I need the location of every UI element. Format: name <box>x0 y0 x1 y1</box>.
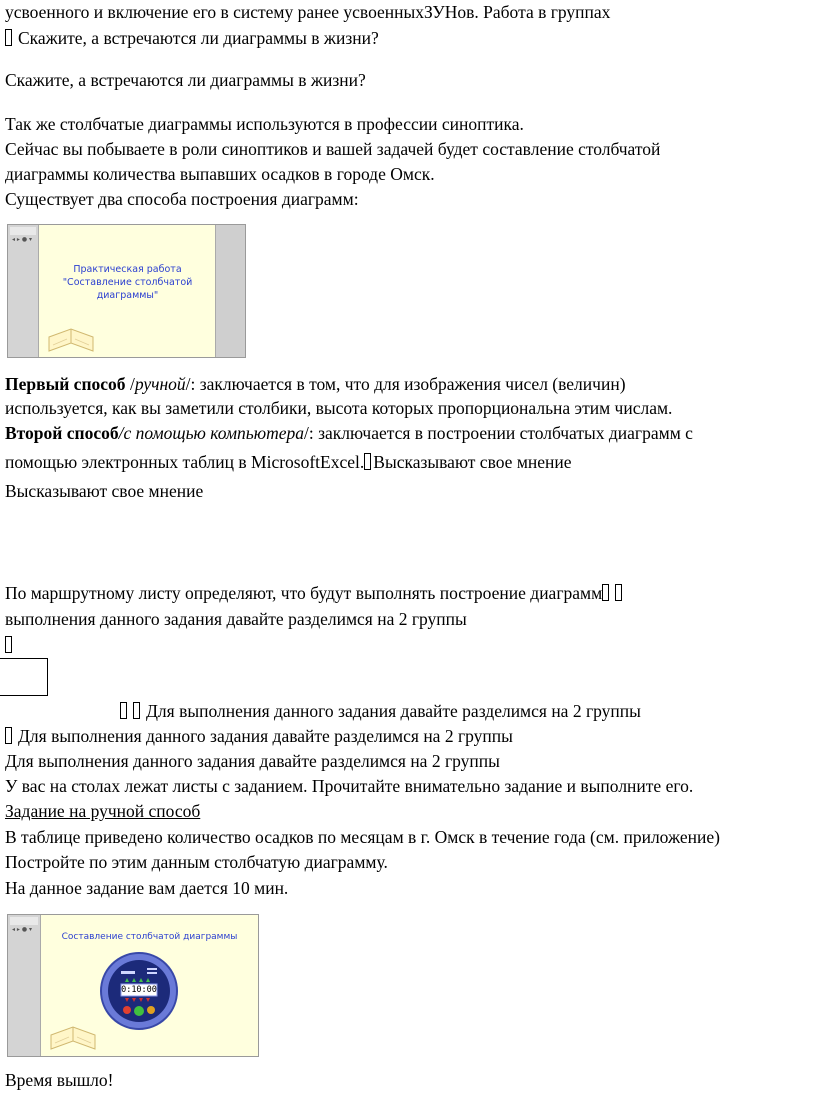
line-text: В таблице приведено количество осадков по месяцам в г. Омск в течение года (см. приложение) <box>5 827 720 847</box>
line-text: У вас на столах лежат листы с заданием. Прочитайте внимательно задание и выполните его. <box>5 776 694 796</box>
slide-thumbnail-timer <box>7 914 259 1057</box>
text-line <box>5 421 693 445</box>
line-text: Время вышло! <box>5 1070 114 1090</box>
text-line <box>5 1068 114 1092</box>
line-text: используется, как вы заметили столбики, высота которых пропорциональна этим числам. <box>5 398 673 418</box>
text-line <box>5 0 610 24</box>
line-text: /: заключается в том, что для изображения чисел (величин) <box>185 374 626 394</box>
text-line <box>5 825 720 849</box>
slide-sidebar <box>8 915 41 1056</box>
toolbar-icons: ◂ ▸ ● ▾ <box>12 236 32 243</box>
missing-glyph-icon <box>615 584 622 601</box>
italic-term: ручной <box>134 374 186 394</box>
line-text: Высказывают свое мнение <box>5 481 204 501</box>
text-line <box>5 581 628 605</box>
text-line <box>5 749 500 773</box>
text-line <box>5 450 572 474</box>
slide-title-line: Практическая работа <box>73 264 182 275</box>
slide-area <box>39 225 216 357</box>
bold-term: Второй способ <box>5 423 119 443</box>
task-heading <box>5 799 200 823</box>
line-text: Так же столбчатые диаграммы используются в профессии синоптика. <box>5 114 524 134</box>
italic-term: /с помощью компьютера <box>118 423 304 443</box>
missing-glyph-icon <box>5 29 12 46</box>
slide-area <box>41 915 258 1056</box>
line-text: диаграммы количества выпавших осадков в городе Омск. <box>5 164 435 184</box>
window-title-bar <box>10 917 38 925</box>
timer-readout: 0:10:00 <box>121 985 157 995</box>
missing-glyph-icon <box>120 702 127 719</box>
line-text: Задание на ручной способ <box>5 801 201 821</box>
line-text: На данное задание вам дается 10 мин. <box>5 878 289 898</box>
slide-title <box>39 263 216 302</box>
bold-term: Первый способ <box>5 374 126 394</box>
missing-glyph-icon <box>5 727 12 744</box>
text-line <box>5 479 203 503</box>
slide-title-line: диаграммы" <box>96 290 159 301</box>
line-text: Сейчас вы побываете в роли синоптиков и вашей задачей будет составление столбчатой <box>5 139 661 159</box>
missing-glyph-icon <box>602 584 609 601</box>
line-text: /: заключается в построении столбчатых диаграмм с <box>303 423 693 443</box>
text-line <box>5 112 524 136</box>
text-line <box>5 607 467 631</box>
text-line <box>5 724 513 748</box>
slide-title: Составление столбчатой диаграммы <box>61 932 238 942</box>
text-line <box>5 162 435 186</box>
text-line <box>5 396 672 420</box>
line-text: Высказывают свое мнение <box>373 452 572 472</box>
window-title-bar <box>10 227 36 235</box>
line-text: Для выполнения данного задания давайте разделимся на 2 группы <box>18 726 513 746</box>
text-line <box>5 633 18 657</box>
open-book-icon <box>45 319 97 355</box>
empty-frame <box>0 658 48 696</box>
line-text: Для выполнения данного задания давайте разделимся на 2 группы <box>146 701 641 721</box>
line-text: Постройте по этим данным столбчатую диаграмму. <box>5 852 388 872</box>
open-book-icon <box>47 1017 99 1053</box>
line-text: усвоенного и включение его в систему ранее усвоенныхЗУНов. Работа в группах <box>5 2 611 22</box>
text-line <box>5 137 660 161</box>
slide-title-line: "Составление столбчатой <box>62 277 193 288</box>
slide-right-panel <box>215 225 245 357</box>
text-line <box>5 187 359 211</box>
slide-sidebar <box>8 225 39 357</box>
line-text: Скажите, а встречаются ли диаграммы в жизни? <box>18 28 379 48</box>
line-text: выполнения данного задания давайте разделимся на 2 группы <box>5 609 467 629</box>
missing-glyph-icon <box>5 636 12 653</box>
text-line <box>5 26 379 50</box>
missing-glyph-icon <box>364 453 371 470</box>
text-line <box>120 699 641 723</box>
text-line <box>5 774 693 798</box>
slide-thumbnail-practical-work <box>7 224 246 358</box>
text-line <box>5 68 366 92</box>
line-text: помощью электронных таблиц в MicrosoftExcel. <box>5 452 365 472</box>
toolbar-icons: ◂ ▸ ● ▾ <box>12 926 32 933</box>
missing-glyph-icon <box>133 702 140 719</box>
text-line <box>5 372 626 396</box>
text-line <box>5 876 288 900</box>
line-text: / <box>125 374 135 394</box>
line-text: Для выполнения данного задания давайте разделимся на 2 группы <box>5 751 500 771</box>
line-text: Скажите, а встречаются ли диаграммы в жизни? <box>5 70 366 90</box>
line-text: Существует два способа построения диаграмм: <box>5 189 359 209</box>
line-text: По маршрутному листу определяют, что будут выполнять построение диаграмм <box>5 583 603 603</box>
text-line <box>5 850 388 874</box>
